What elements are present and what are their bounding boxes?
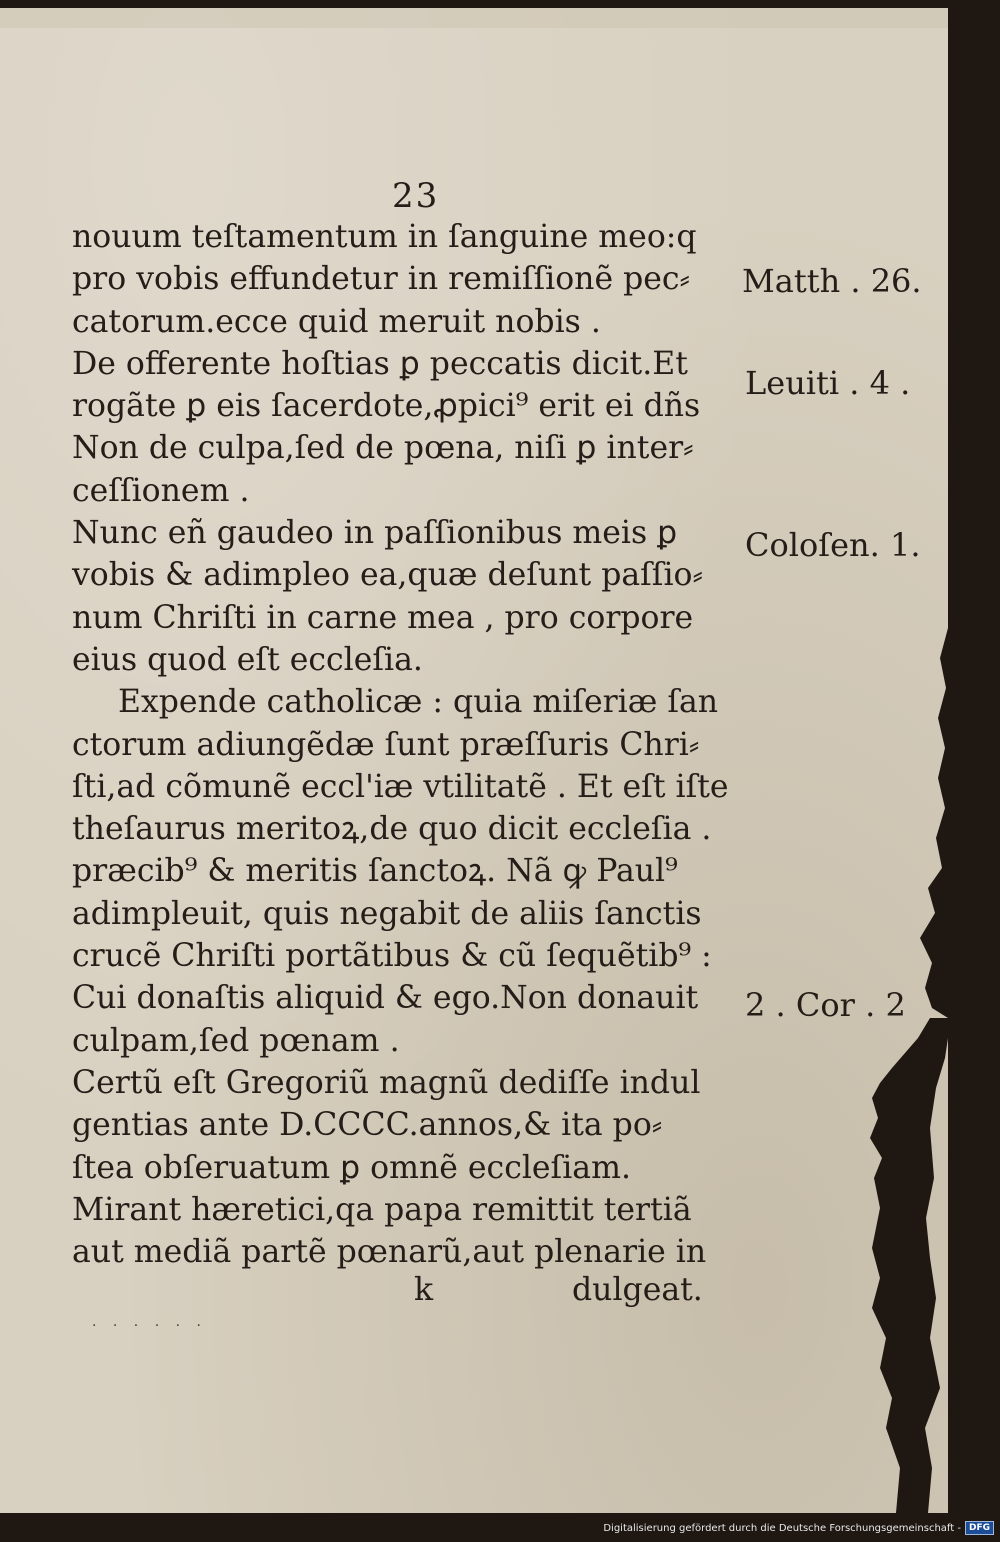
text-line: aut mediã partẽ pœnarũ,aut plenarie in <box>72 1234 707 1271</box>
text-line: Mirant hæretici,qa papa remittit tertiã <box>72 1191 692 1228</box>
text-line: eius quod eſt eccleſia. <box>72 641 423 678</box>
margin-note-matth: Matth . 26. <box>742 262 922 300</box>
page-number: 23 <box>392 176 440 216</box>
text-line: catorum.ecce quid meruit nobis . <box>72 303 601 340</box>
margin-note-leuiti: Leuiti . 4 . <box>745 364 911 402</box>
text-line: num Chriſti in carne mea , pro corpore <box>72 599 694 636</box>
text-line: gentias ante D.CCCC.annos,& ita po⸗ <box>72 1107 663 1144</box>
catchword: dulgeat. <box>572 1272 703 1308</box>
body-text <box>72 216 734 1273</box>
ink-specks: · · · · · · <box>92 1318 207 1334</box>
text-line: pro vobis effundetur in remiſſionẽ pec⸗ <box>72 261 691 298</box>
text-line: nouum teſtamentum in ſanguine meo:q <box>72 219 697 255</box>
text-line: præcib⁹ & meritis ſanctoꝝ. Nã ꝙ Paul⁹ <box>72 853 678 890</box>
text-line: ſtea obſeruatum ꝑ omnẽ eccleſiam. <box>72 1149 631 1186</box>
margin-note-colosen: Coloſen. 1. <box>745 526 921 564</box>
text-line: crucẽ Chriſti portãtibus & cũ ſequẽtib⁹ : <box>72 938 712 975</box>
margin-note-cor: 2 . Cor . 2 <box>745 986 906 1024</box>
text-line: ceſſionem . <box>72 472 250 509</box>
signature-mark: k <box>414 1272 434 1308</box>
text-line: Nunc eñ gaudeo in paſſionibus meis ꝑ <box>72 515 678 552</box>
text-line: rogãte ꝑ eis ſacerdote,ꝓpici⁹ erit ei dñs <box>72 388 701 425</box>
scanned-page <box>0 8 948 1513</box>
digitization-footer <box>603 1520 994 1536</box>
text-line: Non de culpa,ſed de pœna, niſi ꝑ inter⸗ <box>72 430 694 467</box>
text-line: culpam,ſed pœnam . <box>72 1022 400 1059</box>
text-line: adimpleuit, quis negabit de aliis ſanctis <box>72 895 702 932</box>
text-line: theſaurus meritoꝝ,de quo dicit eccleſia . <box>72 811 712 848</box>
footer-credit: Digitalisierung gefördert durch die Deutsche Forschungsgemeinschaft - <box>603 1522 961 1534</box>
text-line: vobis & adimpleo ea,quæ deſunt paſſio⸗ <box>72 557 703 594</box>
text-line: ſti,ad cõmunẽ eccl'iæ vtilitatẽ . Et eſt iſte <box>72 768 729 805</box>
text-line: Cui donaſtis aliquid & ego.Non donauit <box>72 980 699 1017</box>
text-line: ctorum adiungẽdæ ſunt præſſuris Chri⸗ <box>72 726 700 763</box>
dfg-logo-icon: DFG <box>965 1521 994 1535</box>
text-line: Expende catholicæ : quia miſeriæ ſan <box>118 684 719 721</box>
text-line: Certũ eſt Gregoriũ magnũ dediſſe indul <box>72 1064 701 1101</box>
text-line: De offerente hoſtias ꝑ peccatis dicit.Et <box>72 345 688 382</box>
